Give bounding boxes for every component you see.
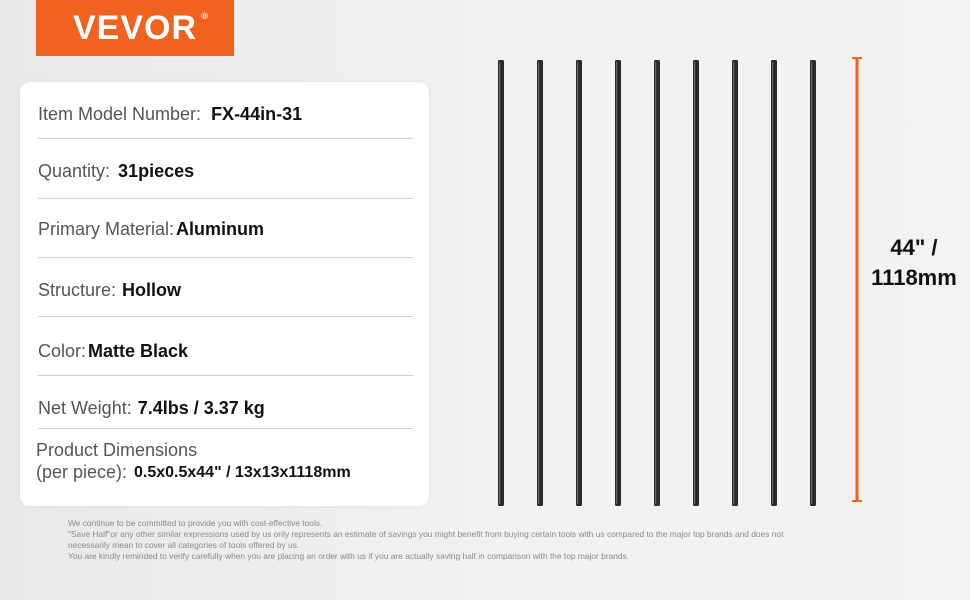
rod: [576, 60, 582, 506]
rod-highlight: [616, 62, 617, 504]
rod: [615, 60, 621, 506]
spec-label: Primary Material:: [38, 218, 175, 239]
spec-label: Net Weight:: [38, 397, 132, 418]
brand-name: VEVOR: [72, 8, 198, 47]
rod-highlight: [733, 62, 734, 504]
spec-value: FX-44in-31: [211, 103, 303, 124]
rod: [537, 60, 543, 506]
dimensions-label-line2: (per piece):: [36, 462, 128, 482]
spec-value: Matte Black: [88, 340, 189, 361]
spec-label: Item Model Number:: [38, 103, 202, 124]
dimensions-value: 0.5x0.5x44" / 13x13x1118mm: [134, 464, 351, 481]
rod: [654, 60, 660, 506]
rod-highlight: [538, 62, 539, 504]
rod: [810, 60, 816, 506]
rod: [498, 60, 504, 506]
rod: [732, 60, 738, 506]
disclaimer: [68, 518, 868, 562]
spec-value: 7.4lbs / 3.37 kg: [137, 397, 265, 418]
spec-label: Color:: [38, 340, 87, 361]
rod-group: [498, 60, 816, 506]
rod-highlight: [577, 62, 578, 504]
rod-highlight: [499, 62, 500, 504]
rod-highlight: [694, 62, 695, 504]
spec-value: 31pieces: [118, 160, 195, 181]
height-label: [862, 233, 966, 293]
rod-highlight: [811, 62, 812, 504]
disclaimer-line: necessarily mean to cover all categories of tools offered by us.: [68, 540, 300, 550]
height-label-line1: 44" /: [890, 235, 938, 260]
rod: [771, 60, 777, 506]
rod-highlight: [655, 62, 656, 504]
registered-mark: ®: [201, 10, 210, 21]
dimensions-label-line1: Product Dimensions: [36, 440, 198, 460]
rod: [693, 60, 699, 506]
height-marker: [852, 58, 862, 501]
spec-label: Structure:: [38, 279, 117, 300]
spec-value: Hollow: [122, 279, 182, 300]
rod-highlight: [772, 62, 773, 504]
disclaimer-line: We continue to be committed to provide you with cost-effective tools.: [68, 518, 323, 528]
disclaimer-line: You are kindly reminded to verify carefully when you are placing an order with us if you are actually saving half in comparison with the top major brands.: [68, 551, 630, 561]
disclaimer-line: "Save Half"or any other similar expressions used by us only represents an estimate of savings you might benefit from buying certain tools with us compared to the major top brands and does not: [68, 529, 784, 539]
height-label-line2: 1118mm: [871, 265, 957, 290]
spec-label: Quantity:: [38, 160, 111, 181]
spec-value: Aluminum: [176, 218, 265, 239]
